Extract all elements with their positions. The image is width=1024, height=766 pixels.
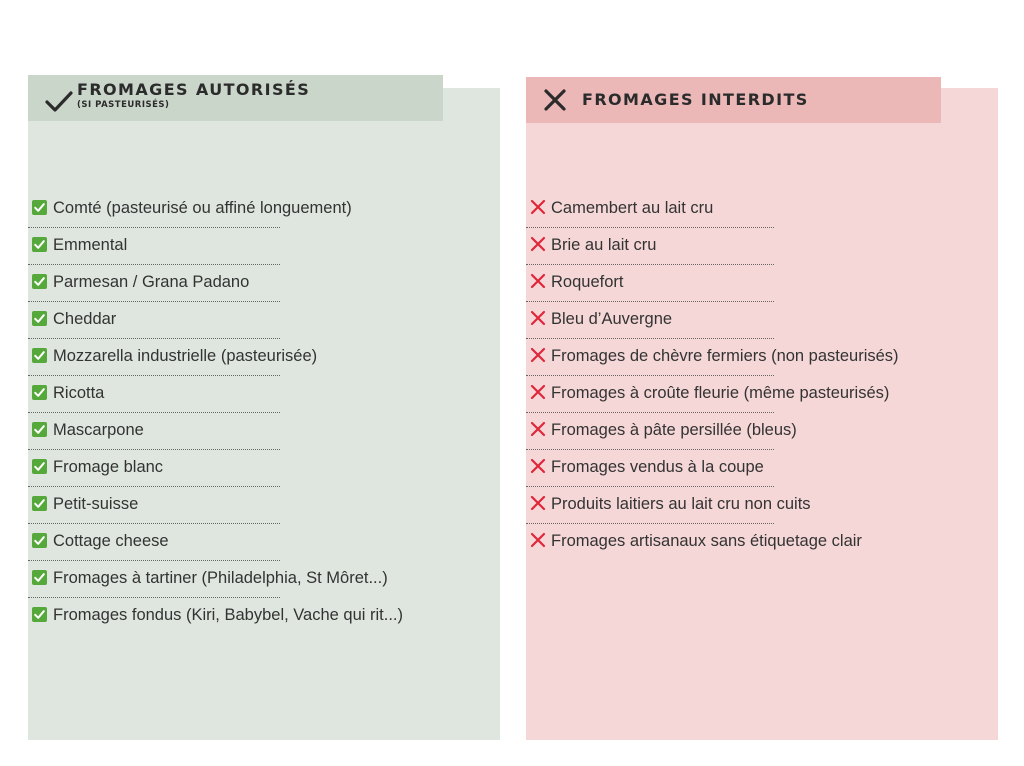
list-item-label: Roquefort: [551, 273, 624, 291]
separator: [526, 375, 774, 376]
forbidden-list-item: [530, 454, 960, 491]
cross-icon: [530, 419, 546, 435]
separator: [28, 560, 280, 561]
separator: [28, 486, 280, 487]
list-item-label: Brie au lait cru: [551, 236, 657, 254]
allowed-list-item: [32, 491, 442, 528]
separator: [28, 264, 280, 265]
separator: [28, 523, 280, 524]
separator: [526, 264, 774, 265]
separator: [28, 301, 280, 302]
list-item-label: Bleu d’Auvergne: [551, 310, 673, 328]
allowed-list-item: [32, 306, 442, 343]
forbidden-list: [530, 195, 960, 565]
list-item-label: Fromages fondus (Kiri, Babybel, Vache qui rit...): [53, 606, 404, 624]
list-item-label: Ricotta: [53, 384, 105, 402]
cross-icon: [530, 456, 546, 472]
list-item-label: Fromages à croûte fleurie (même pasteurisés): [551, 384, 890, 402]
allowed-list: [32, 195, 442, 627]
list-item-label: Mascarpone: [53, 421, 144, 439]
check-box-icon: [32, 570, 47, 585]
separator: [28, 338, 280, 339]
separator: [526, 227, 774, 228]
list-item-label: Fromages de chèvre fermiers (non pasteurisés): [551, 347, 899, 365]
allowed-list-item: [32, 417, 442, 454]
separator: [28, 227, 280, 228]
cross-icon: [530, 308, 546, 324]
forbidden-title: FROMAGES INTERDITS: [582, 89, 809, 109]
check-box-icon: [32, 459, 47, 474]
cross-icon: [530, 530, 546, 546]
list-item-label: Camembert au lait cru: [551, 199, 714, 217]
separator: [526, 301, 774, 302]
list-item-label: Cottage cheese: [53, 532, 169, 550]
list-item-label: Mozzarella industrielle (pasteurisée): [53, 347, 318, 365]
cross-icon: [530, 197, 546, 213]
allowed-list-item: [32, 602, 442, 627]
allowed-list-item: [32, 454, 442, 491]
list-item-label: Fromages artisanaux sans étiquetage clair: [551, 532, 862, 550]
separator: [526, 486, 774, 487]
allowed-list-item: [32, 528, 442, 565]
check-box-icon: [32, 237, 47, 252]
cross-icon: [530, 271, 546, 287]
check-box-icon: [32, 348, 47, 363]
list-item-label: Fromage blanc: [53, 458, 164, 476]
separator: [526, 338, 774, 339]
separator: [526, 523, 774, 524]
forbidden-list-item: [530, 528, 960, 565]
forbidden-list-item: [530, 380, 960, 417]
list-item-label: Produits laitiers au lait cru non cuits: [551, 495, 811, 513]
separator: [28, 375, 280, 376]
checkmark-icon: [45, 90, 73, 114]
forbidden-list-item: [530, 343, 960, 380]
allowed-header: [28, 75, 443, 121]
allowed-list-item: [32, 565, 442, 602]
check-box-icon: [32, 385, 47, 400]
separator: [526, 412, 774, 413]
check-box-icon: [32, 274, 47, 289]
allowed-list-item: [32, 195, 442, 232]
separator: [28, 449, 280, 450]
separator: [526, 449, 774, 450]
x-icon: [542, 87, 568, 113]
check-box-icon: [32, 607, 47, 622]
allowed-subtitle: (SI PASTEURISÉS): [77, 100, 170, 110]
list-item-label: Fromages à pâte persillée (bleus): [551, 421, 797, 439]
list-item-label: Fromages à tartiner (Philadelphia, St Môret...): [53, 569, 388, 587]
forbidden-header: [526, 77, 941, 123]
check-box-icon: [32, 533, 47, 548]
check-box-icon: [32, 496, 47, 511]
cross-icon: [530, 234, 546, 250]
list-item-label: Petit-suisse: [53, 495, 139, 513]
allowed-list-item: [32, 269, 442, 306]
forbidden-list-item: [530, 417, 960, 454]
cross-icon: [530, 493, 546, 509]
cross-icon: [530, 345, 546, 361]
forbidden-list-item: [530, 269, 960, 306]
allowed-list-item: [32, 343, 442, 380]
check-box-icon: [32, 422, 47, 437]
list-item-label: Parmesan / Grana Padano: [53, 273, 250, 291]
forbidden-list-item: [530, 306, 960, 343]
check-box-icon: [32, 200, 47, 215]
check-box-icon: [32, 311, 47, 326]
separator: [28, 597, 280, 598]
list-item-label: Fromages vendus à la coupe: [551, 458, 764, 476]
allowed-list-item: [32, 232, 442, 269]
separator: [28, 412, 280, 413]
forbidden-list-item: [530, 232, 960, 269]
list-item-label: Cheddar: [53, 310, 117, 328]
forbidden-list-item: [530, 195, 960, 232]
allowed-list-item: [32, 380, 442, 417]
allowed-title: FROMAGES AUTORISÉS: [77, 80, 311, 99]
cross-icon: [530, 382, 546, 398]
list-item-label: Emmental: [53, 236, 128, 254]
list-item-label: Comté (pasteurisé ou affiné longuement): [53, 199, 352, 217]
forbidden-list-item: [530, 491, 960, 528]
